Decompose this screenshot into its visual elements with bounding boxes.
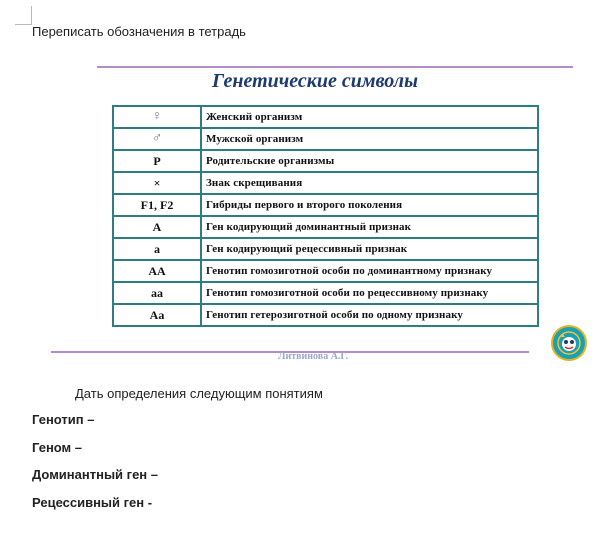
- table-row: [113, 304, 538, 326]
- symbol-cell: A: [113, 216, 201, 238]
- symbol-cell: Aa: [113, 304, 201, 326]
- genetic-symbols-slide: [45, 62, 595, 372]
- table-row: [113, 172, 538, 194]
- description-cell: Мужской организм: [201, 128, 538, 150]
- description-cell: Ген кодирующий рецессивный признак: [201, 238, 538, 260]
- genetic-symbols-table: [112, 105, 539, 327]
- school-logo-icon: [551, 325, 587, 361]
- term-recessive-gene: Рецессивный ген -: [32, 495, 153, 510]
- description-cell: Генотип гомозиготной особи по доминантному признаку: [201, 260, 538, 282]
- symbol-cell: a: [113, 238, 201, 260]
- slide-top-rule: [97, 66, 573, 68]
- slide-author: Литвинова А.Г.: [278, 351, 349, 362]
- definitions-instruction: Дать определения следующим понятиям: [75, 386, 323, 401]
- description-cell: Генотип гетерозиготной особи по одному признаку: [201, 304, 538, 326]
- table-row: [113, 128, 538, 150]
- table-row: [113, 260, 538, 282]
- symbol-cell: aa: [113, 282, 201, 304]
- table-row: [113, 216, 538, 238]
- symbol-cell: AA: [113, 260, 201, 282]
- table-row: [113, 150, 538, 172]
- table-row: [113, 238, 538, 260]
- symbol-cell: ♀: [113, 106, 201, 128]
- description-cell: Родительские организмы: [201, 150, 538, 172]
- slide-title: Генетические символы: [212, 70, 418, 92]
- description-cell: Ген кодирующий доминантный признак: [201, 216, 538, 238]
- page-corner-mark: [15, 6, 32, 25]
- description-cell: Гибриды первого и второго поколения: [201, 194, 538, 216]
- symbol-cell: ×: [113, 172, 201, 194]
- table-row: [113, 282, 538, 304]
- table-row: [113, 106, 538, 128]
- symbol-cell: F1, F2: [113, 194, 201, 216]
- term-genotype: Генотип –: [32, 412, 95, 427]
- description-cell: Знак скрещивания: [201, 172, 538, 194]
- symbol-cell: ♂: [113, 128, 201, 150]
- school-logo-graphic: [553, 327, 585, 359]
- table-row: [113, 194, 538, 216]
- symbol-cell: P: [113, 150, 201, 172]
- term-genome: Геном –: [32, 440, 83, 455]
- description-cell: Женский организм: [201, 106, 538, 128]
- top-instruction: Переписать обозначения в тетрадь: [32, 24, 246, 39]
- description-cell: Генотип гомозиготной особи по рецессивному признаку: [201, 282, 538, 304]
- term-dominant-gene: Доминантный ген –: [32, 467, 158, 482]
